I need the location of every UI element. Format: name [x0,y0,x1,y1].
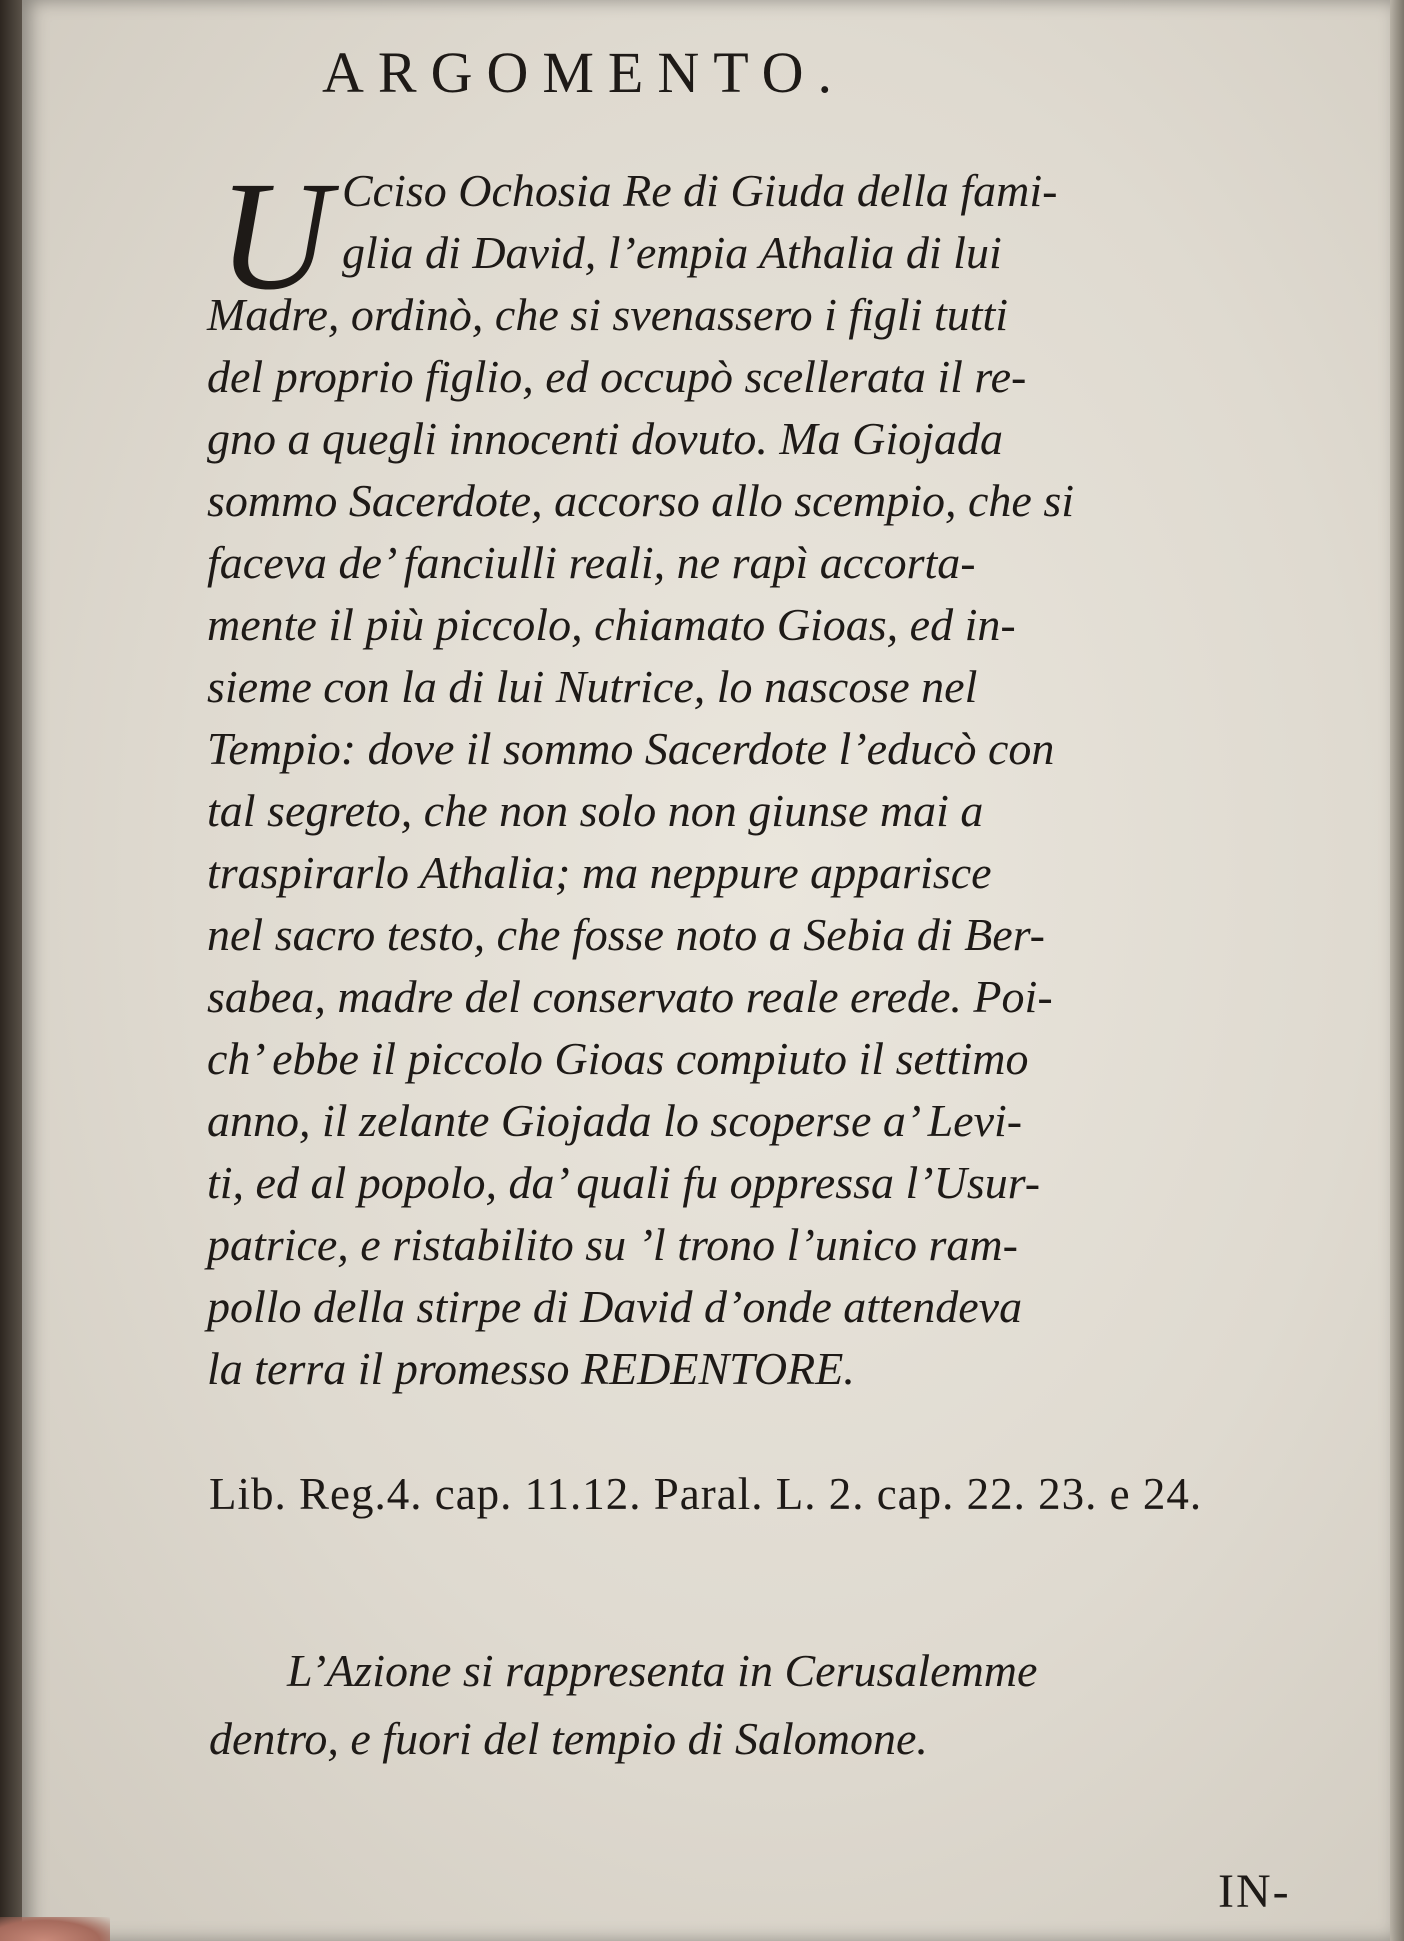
paragraph-line: mente il più piccolo, chiamato Gioas, ed in- [207,599,1016,650]
scene-setting-line: L’Azione si rappresenta in Cerusalemme [287,1645,1038,1696]
paragraph-line: del proprio figlio, ed occupò scellerata il re- [207,351,1027,402]
paragraph-line: patrice, e ristabilito su ’l trono l’unico ram- [207,1219,1018,1270]
paragraph-line: Madre, ordinò, che si svenassero i figli tutti [207,289,1009,340]
paragraph-line: sabea, madre del conservato reale erede. Poi- [207,971,1053,1022]
thumb-holding-page [0,1917,110,1941]
scripture-citation: Lib. Reg.4. cap. 11.12. Paral. L. 2. cap. 22. 23. e 24. [209,1469,1203,1519]
paragraph-line: faceva de’ fanciulli reali, ne rapì accorta- [207,537,976,588]
drop-cap-initial: U [218,149,331,322]
paragraph-line: la terra il promesso REDENTORE. [207,1343,855,1394]
paragraph-line: pollo della stirpe di David d’onde attendeva [207,1281,1023,1332]
page-edge-shadow [1390,0,1404,1941]
paragraph-line: ch’ ebbe il piccolo Gioas compiuto il settimo [207,1033,1029,1084]
paragraph-line: Tempio: dove il sommo Sacerdote l’educò con [207,723,1055,774]
paragraph-line: traspirarlo Athalia; ma neppure apparisce [207,847,992,898]
paragraph-line: ti, ed al popolo, da’ quali fu oppressa l’Usur- [207,1157,1041,1208]
page-heading: ARGOMENTO. [322,40,846,105]
paragraph-line: Cciso Ochosia Re di Giuda della fami- [342,165,1058,216]
paragraph-line: gno a quegli innocenti dovuto. Ma Giojada [207,413,1003,464]
catchword: IN- [1218,1865,1291,1918]
paragraph-line: anno, il zelante Giojada lo scoperse a’ Levi- [207,1095,1023,1146]
paragraph-line: nel sacro testo, che fosse noto a Sebia di Ber- [207,909,1045,960]
paragraph-line: tal segreto, che non solo non giunse mai a [207,785,984,836]
scene-setting-line: dentro, e fuori del tempio di Salomone. [209,1713,928,1764]
book-page [22,0,1390,1941]
paragraph-line: sommo Sacerdote, accorso allo scempio, che si [207,475,1075,526]
paragraph-line: glia di David, l’empia Athalia di lui [342,227,1002,278]
paragraph-line: sieme con la di lui Nutrice, lo nascose nel [207,661,978,712]
